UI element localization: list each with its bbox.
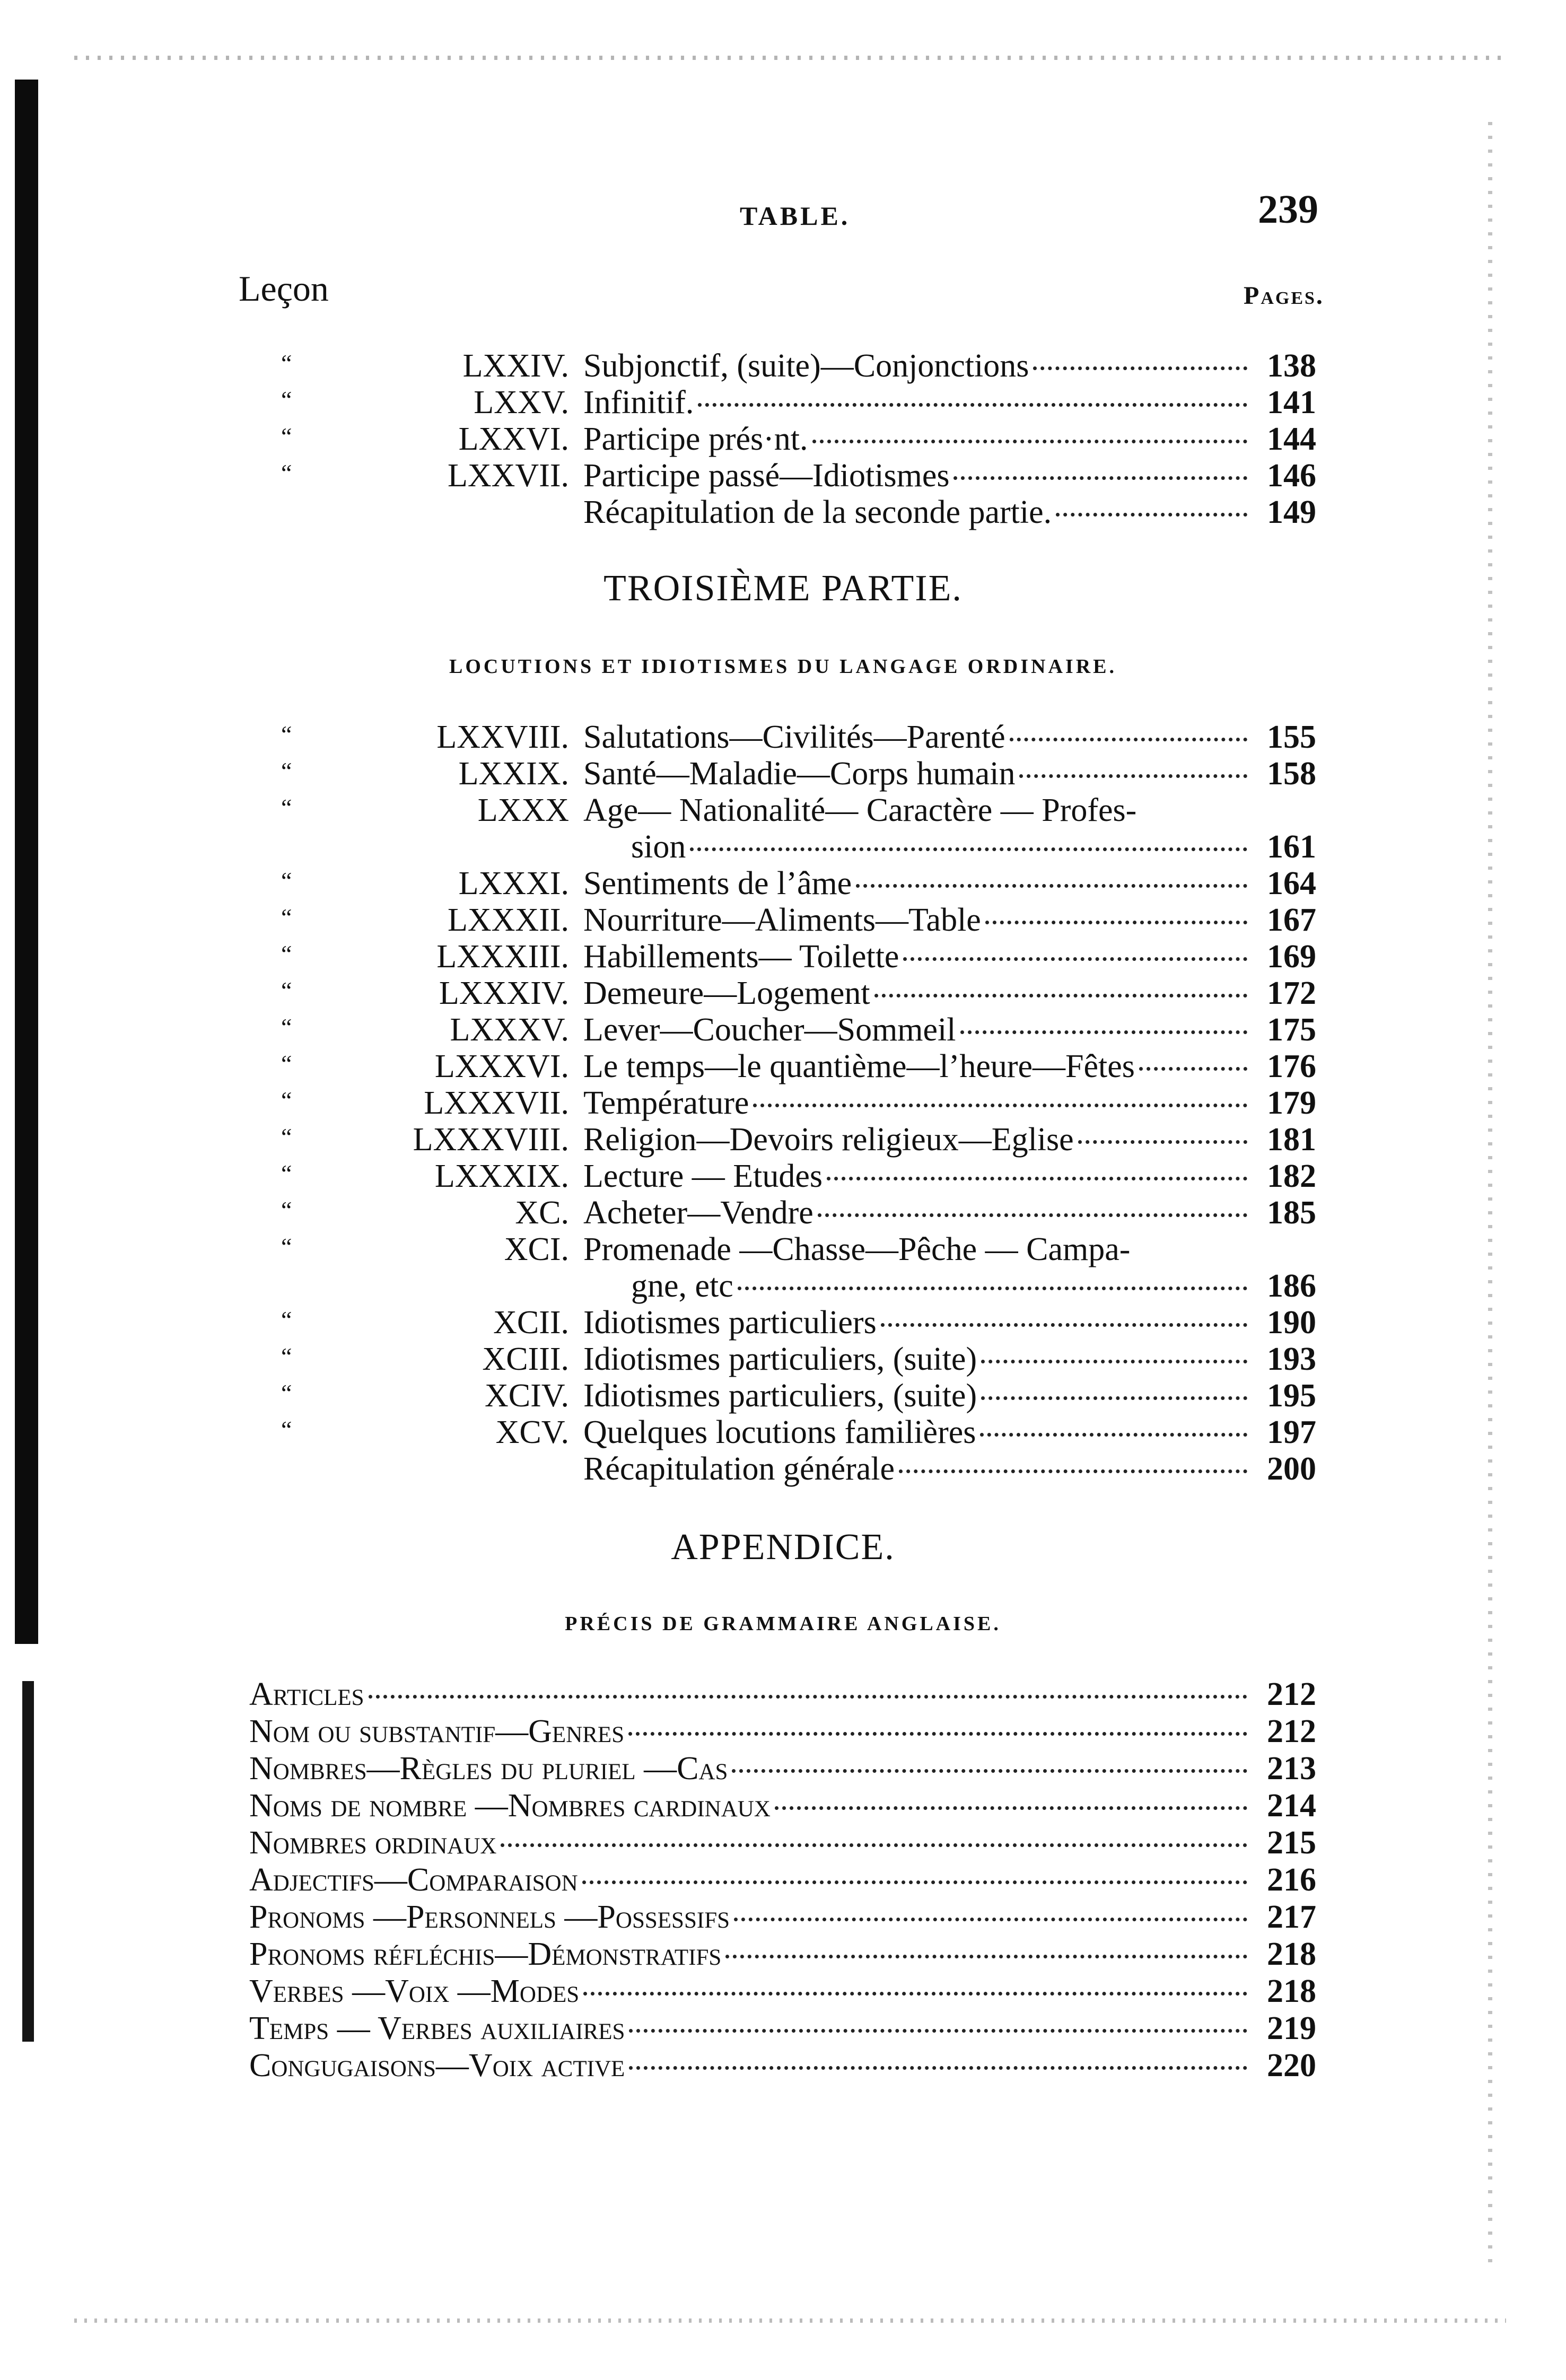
toc-row: [0, 2010, 1566, 2047]
topic-text: Idiotismes particuliers: [583, 1305, 877, 1341]
dot-leader: [827, 1176, 1247, 1180]
dot-leader: [1056, 512, 1247, 517]
page-reference: 172: [1267, 975, 1316, 1011]
page-reference: 190: [1267, 1305, 1316, 1341]
lesson-number: LXXV.: [474, 384, 569, 421]
ditto-mark: “: [281, 1233, 292, 1260]
section-title-part-three: TROISIÈME PARTIE.: [603, 568, 963, 609]
page-reference: 214: [1267, 1788, 1316, 1824]
toc-row-continuation: [0, 1267, 1566, 1305]
page-reference: 164: [1267, 865, 1316, 902]
ditto-mark: “: [281, 386, 292, 413]
topic-text: Noms de nombre —Nombres cardinaux: [249, 1788, 771, 1824]
topic-entry: [249, 2010, 1252, 2047]
topic-text: Nombres—Règles du pluriel —Cas: [249, 1751, 728, 1787]
ditto-mark: “: [281, 977, 292, 1004]
ditto-mark: “: [281, 904, 292, 931]
toc-row: [0, 1121, 1566, 1158]
lesson-number: LXXVIII.: [436, 719, 569, 755]
page-reference: 215: [1267, 1825, 1316, 1861]
dot-leader: [629, 2028, 1247, 2033]
ditto-mark: “: [281, 1196, 292, 1223]
page-reference: 197: [1267, 1414, 1316, 1450]
page-reference: 141: [1267, 384, 1316, 421]
topic-entry: [249, 1676, 1252, 1713]
topic-entry: [583, 975, 1252, 1012]
topic-text: Promenade —Chasse—Pêche — Campa-: [583, 1231, 1131, 1267]
toc-row: [0, 865, 1566, 902]
topic-entry: [583, 1158, 1252, 1195]
topic-entry: [583, 719, 1252, 756]
toc-row: [0, 457, 1566, 494]
page-reference: 155: [1267, 719, 1316, 755]
dot-leader: [985, 920, 1247, 924]
dot-leader: [734, 1917, 1247, 1921]
ditto-mark: “: [281, 349, 292, 377]
dot-leader: [732, 1769, 1247, 1773]
topic-text: Récapitulation générale: [583, 1451, 895, 1487]
topic-text: Temps — Verbes auxiliaires: [249, 2010, 625, 2046]
lesson-number: LXXVII.: [448, 458, 569, 494]
toc-row: [0, 902, 1566, 939]
topic-continuation: gne, etc: [631, 1268, 733, 1304]
toc-row: [0, 1898, 1566, 1936]
dot-leader: [775, 1806, 1247, 1810]
dot-leader: [1033, 366, 1247, 370]
toc-row: [0, 1936, 1566, 1973]
toc-row: [0, 1377, 1566, 1414]
page-reference: 176: [1267, 1048, 1316, 1084]
lesson-number: LXXXVIII.: [413, 1122, 569, 1158]
page-reference: 175: [1267, 1012, 1316, 1048]
dot-leader: [818, 1213, 1247, 1217]
topic-entry: [249, 1824, 1252, 1861]
topic-entry: [583, 755, 1252, 792]
page-reference: 181: [1267, 1122, 1316, 1158]
dot-leader: [960, 1030, 1248, 1034]
topic-text: Température: [583, 1085, 749, 1121]
toc-row: [0, 1824, 1566, 1861]
dot-leader: [953, 476, 1247, 480]
lesson-number: LXXXII.: [448, 902, 569, 938]
lesson-number: XCV.: [495, 1414, 569, 1450]
topic-text: Nom ou substantif—Genres: [249, 1713, 625, 1749]
page-reference: 193: [1267, 1341, 1316, 1377]
topic-entry: [583, 1341, 1252, 1378]
topic-entry: [583, 792, 1252, 829]
lesson-number: LXXXV.: [450, 1012, 569, 1048]
toc-row: [0, 1750, 1566, 1787]
topic-text: Subjonctif, (suite)—Conjonctions: [583, 348, 1029, 384]
topic-text: Religion—Devoirs religieux—Eglise: [583, 1122, 1074, 1158]
topic-text: Congugaisons—Voix active: [249, 2048, 625, 2084]
lesson-number: XCIII.: [482, 1341, 569, 1377]
dot-leader: [1010, 737, 1247, 741]
page-reference: 149: [1267, 494, 1316, 530]
dot-leader: [812, 439, 1247, 443]
topic-text: Acheter—Vendre: [583, 1195, 813, 1231]
topic-entry: [249, 1861, 1252, 1898]
dot-leader: [1078, 1140, 1247, 1144]
toc-row: [0, 2047, 1566, 2084]
toc-row: [0, 1011, 1566, 1048]
page-reference: 212: [1267, 1676, 1316, 1712]
topic-entry: [249, 1973, 1252, 2010]
page-number: 239: [1258, 187, 1318, 232]
toc-row: [0, 938, 1566, 975]
topic-entry: [249, 1713, 1252, 1750]
topic-entry: [631, 1267, 1252, 1305]
topic-text: Le temps—le quantième—l’heure—Fêtes: [583, 1048, 1135, 1084]
topic-text: Participe prés·nt.: [583, 421, 808, 457]
topic-text: Articles: [249, 1676, 364, 1712]
ditto-mark: “: [281, 1343, 292, 1370]
ditto-mark: “: [281, 1306, 292, 1333]
toc-row: [0, 755, 1566, 792]
topic-entry: [249, 1936, 1252, 1973]
dot-leader: [1019, 774, 1247, 778]
ditto-mark: “: [281, 1160, 292, 1187]
section-subtitle-part-three: LOCUTIONS ET IDIOTISMES DU LANGAGE ORDINAIRE.: [449, 655, 1117, 678]
page-reference: 212: [1267, 1713, 1316, 1749]
page-reference: 195: [1267, 1378, 1316, 1414]
topic-entry: [583, 457, 1252, 494]
ditto-mark: “: [281, 721, 292, 748]
lesson-number: XCII.: [493, 1305, 569, 1341]
ditto-mark: “: [281, 1013, 292, 1040]
topic-text: Demeure—Logement: [583, 975, 870, 1011]
page-reference: 218: [1267, 1936, 1316, 1972]
page-reference: 200: [1267, 1451, 1316, 1487]
toc-row: [0, 1231, 1566, 1268]
topic-entry: [583, 1194, 1252, 1231]
lesson-number: LXXIX.: [458, 756, 569, 792]
topic-entry: [583, 421, 1252, 458]
dot-leader: [874, 993, 1247, 998]
toc-row: [0, 1304, 1566, 1341]
ditto-mark: “: [281, 794, 292, 821]
dot-leader: [628, 1731, 1247, 1736]
topic-entry: [249, 1787, 1252, 1824]
topic-entry: [631, 828, 1252, 865]
dot-leader: [725, 1954, 1247, 1958]
topic-text: Récapitulation de la seconde partie.: [583, 494, 1052, 530]
lesson-number: LXXXVI.: [434, 1048, 569, 1084]
toc-row: [0, 1341, 1566, 1378]
topic-entry: [249, 2047, 1252, 2084]
toc-row: [0, 975, 1566, 1012]
topic-text: Pronoms —Personnels —Possessifs: [249, 1899, 730, 1935]
page-reference: 186: [1267, 1268, 1316, 1304]
topic-text: Nourriture—Aliments—Table: [583, 902, 981, 938]
page-reference: 217: [1267, 1899, 1316, 1935]
page-reference: 220: [1267, 2048, 1316, 2084]
topic-continuation: sion: [631, 829, 686, 865]
toc-row: [0, 1973, 1566, 2010]
topic-text: Adjectifs—Comparaison: [249, 1862, 578, 1898]
ditto-mark: “: [281, 459, 292, 486]
ditto-mark: “: [281, 1379, 292, 1406]
lesson-number: LXXIV.: [462, 348, 569, 384]
topic-text: Santé—Maladie—Corps humain: [583, 756, 1016, 792]
topic-entry: [583, 865, 1252, 902]
topic-text: Nombres ordinaux: [249, 1825, 497, 1861]
section-title-appendix: APPENDICE.: [671, 1527, 895, 1568]
toc-row: [0, 792, 1566, 829]
topic-text: Pronoms réfléchis—Démonstratifs: [249, 1936, 722, 1972]
topic-text: Participe passé—Idiotismes: [583, 458, 950, 494]
dot-leader: [903, 957, 1247, 961]
toc-row: [0, 719, 1566, 756]
dot-leader: [899, 1469, 1247, 1473]
topic-text: Habillements— Toilette: [583, 939, 899, 975]
lesson-number: LXXXI.: [458, 865, 569, 902]
dot-leader: [738, 1286, 1247, 1290]
topic-entry: [583, 1084, 1252, 1122]
ditto-mark: “: [281, 1087, 292, 1114]
toc-row: [0, 1414, 1566, 1451]
page-reference: 219: [1267, 2010, 1316, 2046]
lesson-number: XC.: [515, 1195, 569, 1231]
toc-row: [0, 1676, 1566, 1713]
topic-text: Salutations—Civilités—Parenté: [583, 719, 1005, 755]
topic-entry: [583, 902, 1252, 939]
lesson-number: XCIV.: [484, 1378, 569, 1414]
topic-entry: [583, 1377, 1252, 1414]
dot-leader: [856, 883, 1247, 888]
dot-leader: [981, 1396, 1247, 1400]
dot-leader: [981, 1359, 1247, 1363]
toc-row: [0, 421, 1566, 458]
dot-leader: [369, 1694, 1247, 1699]
topic-entry: [583, 494, 1252, 531]
toc-row: [0, 1787, 1566, 1824]
page-reference: 169: [1267, 939, 1316, 975]
toc-row: [0, 494, 1566, 531]
topic-entry: [583, 1048, 1252, 1085]
topic-entry: [583, 384, 1252, 421]
dot-leader: [1139, 1066, 1247, 1071]
topic-entry: [583, 1414, 1252, 1451]
page-reference: 218: [1267, 1973, 1316, 2009]
page-reference: 138: [1267, 348, 1316, 384]
scan-edge-bottom: [74, 2318, 1506, 2323]
ditto-mark: “: [281, 1416, 292, 1443]
toc-row: [0, 1713, 1566, 1750]
topic-text: Verbes —Voix —Modes: [249, 1973, 580, 2009]
lesson-number: LXXX: [477, 792, 569, 828]
page-reference: 167: [1267, 902, 1316, 938]
topic-entry: [583, 1011, 1252, 1048]
topic-entry: [249, 1898, 1252, 1936]
topic-text: Quelques locutions familières: [583, 1414, 976, 1450]
page-reference: 144: [1267, 421, 1316, 457]
dot-leader: [501, 1843, 1247, 1847]
ditto-mark: “: [281, 1123, 292, 1150]
page-reference: 179: [1267, 1085, 1316, 1121]
dot-leader: [753, 1103, 1247, 1107]
dot-leader: [582, 1880, 1247, 1884]
dot-leader: [980, 1432, 1247, 1437]
scan-edge-top: [74, 56, 1506, 60]
page-title: TABLE.: [740, 201, 851, 231]
dot-leader: [690, 847, 1247, 851]
topic-text: Lecture — Etudes: [583, 1158, 823, 1194]
column-heading-pages: Pages.: [1244, 282, 1324, 310]
ditto-mark: “: [281, 423, 292, 450]
lesson-number: LXXXIV.: [439, 975, 569, 1011]
section-subtitle-appendix: PRÉCIS DE GRAMMAIRE ANGLAISE.: [565, 1613, 1001, 1635]
topic-entry: [249, 1750, 1252, 1787]
dot-leader: [583, 1991, 1247, 1996]
toc-row: [0, 1048, 1566, 1085]
lesson-number: LXXXIX.: [434, 1158, 569, 1194]
topic-text: Idiotismes particuliers, (suite): [583, 1378, 977, 1414]
toc-row: [0, 1194, 1566, 1231]
ditto-mark: “: [281, 1050, 292, 1077]
lesson-number: LXXXVII.: [424, 1085, 569, 1121]
topic-entry: [583, 938, 1252, 975]
ditto-mark: “: [281, 757, 292, 784]
toc-row: [0, 1084, 1566, 1122]
lesson-number: LXXVI.: [458, 421, 569, 457]
page-reference: 216: [1267, 1862, 1316, 1898]
page-reference: 185: [1267, 1195, 1316, 1231]
toc-row: [0, 347, 1566, 384]
topic-entry: [583, 1231, 1252, 1268]
page-reference: 146: [1267, 458, 1316, 494]
topic-text: Age— Nationalité— Caractère — Profes-: [583, 792, 1137, 828]
column-heading-lesson: Leçon: [239, 268, 329, 309]
lesson-number: LXXXIII.: [436, 939, 569, 975]
topic-entry: [583, 1121, 1252, 1158]
dot-leader: [629, 2066, 1247, 2070]
toc-row: [0, 1861, 1566, 1898]
topic-entry: [583, 1450, 1252, 1488]
topic-entry: [583, 1304, 1252, 1341]
page-reference: 161: [1267, 829, 1316, 865]
dot-leader: [698, 402, 1247, 407]
lesson-number: XCI.: [504, 1231, 569, 1267]
toc-row: [0, 1158, 1566, 1195]
page-reference: 213: [1267, 1751, 1316, 1787]
topic-text: Sentiments de l’âme: [583, 865, 852, 902]
ditto-mark: “: [281, 940, 292, 967]
toc-row-continuation: [0, 828, 1566, 865]
topic-text: Infinitif.: [583, 384, 694, 421]
page-reference: 158: [1267, 756, 1316, 792]
dot-leader: [881, 1323, 1247, 1327]
topic-text: Idiotismes particuliers, (suite): [583, 1341, 977, 1377]
page-reference: 182: [1267, 1158, 1316, 1194]
topic-entry: [583, 347, 1252, 384]
toc-row: [0, 1450, 1566, 1488]
toc-row: [0, 384, 1566, 421]
ditto-mark: “: [281, 867, 292, 894]
topic-text: Lever—Coucher—Sommeil: [583, 1012, 956, 1048]
